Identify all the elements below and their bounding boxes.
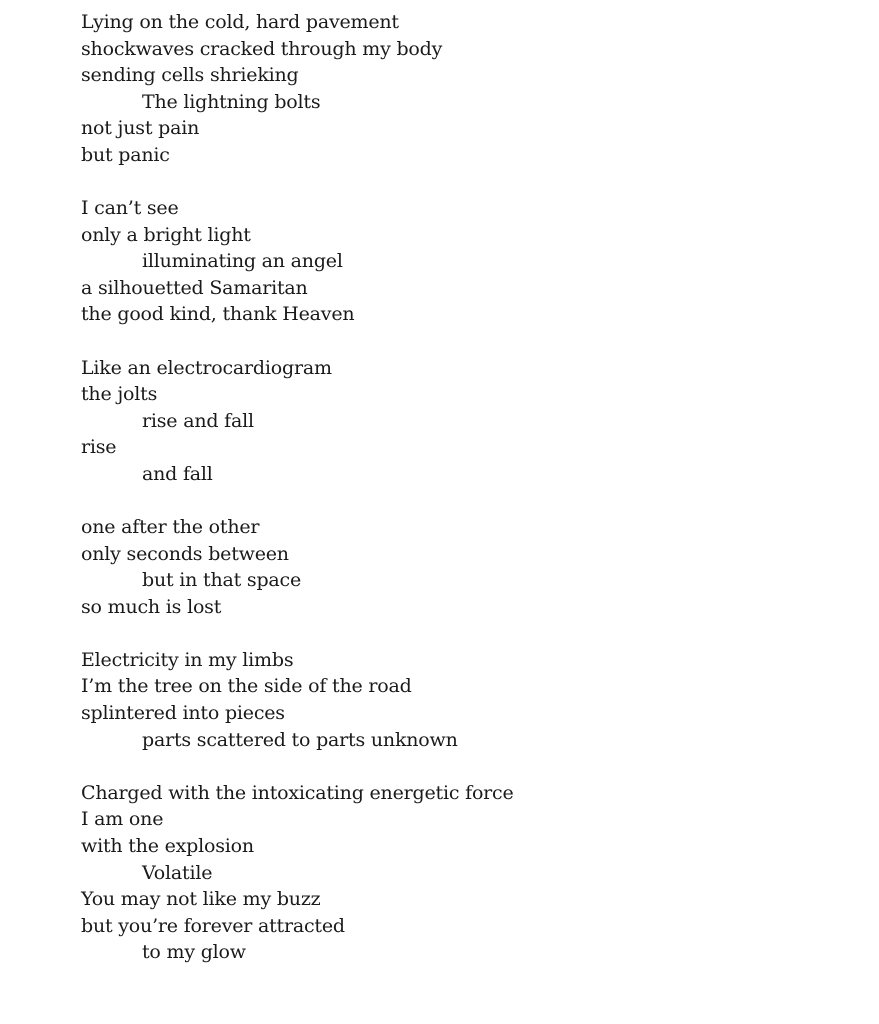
poem-line: The lightning bolts [142, 90, 321, 113]
poem-line: but you’re forever attracted [81, 914, 345, 937]
poem-line: rise [81, 436, 117, 459]
poem-line: You may not like my buzz [81, 888, 321, 911]
poem-line: a silhouetted Samaritan [81, 276, 308, 299]
poem-line: I am one [81, 808, 164, 831]
poem-line: I’m the tree on the side of the road [81, 675, 412, 698]
poem-line: and fall [142, 462, 213, 485]
poem-line: parts scattered to parts unknown [142, 728, 458, 751]
poem-stanza [81, 9, 841, 169]
poem-stanza [81, 355, 841, 488]
poem-line: splintered into pieces [81, 702, 285, 725]
poem-text [81, 9, 841, 992]
poem-line: but panic [81, 143, 170, 166]
poem-line: one after the other [81, 516, 260, 538]
poem-line: Electricity in my limbs [81, 648, 294, 671]
poem-line: but in that space [142, 569, 302, 592]
poem-line: not just pain [81, 117, 200, 140]
poem-line: sending cells shrieking [81, 64, 299, 87]
poem-line: to my glow [142, 941, 246, 964]
poem-line: so much is lost [81, 595, 222, 618]
poem-line: the jolts [81, 383, 158, 406]
poem-line: Lying on the cold, hard pavement [81, 11, 399, 33]
poem-stanza [81, 514, 841, 620]
poem-line: I can’t see [81, 197, 179, 220]
poem-stanza [81, 647, 841, 753]
poem-line: the good kind, thank Heaven [81, 303, 355, 326]
poem-line: Like an electrocardiogram [81, 356, 332, 379]
poem-line: Volatile [142, 861, 213, 884]
poem-line: only seconds between [81, 542, 289, 565]
poem-line: illuminating an angel [142, 250, 343, 273]
poem-line: with the explosion [81, 834, 254, 857]
poem-line: shockwaves cracked through my body [81, 37, 443, 60]
poem-stanza [81, 780, 841, 966]
poem-stanza [81, 195, 841, 328]
poem-line: rise and fall [142, 409, 254, 432]
poem-line: Charged with the intoxicating energetic force [81, 781, 514, 804]
poem-line: only a bright light [81, 223, 251, 246]
